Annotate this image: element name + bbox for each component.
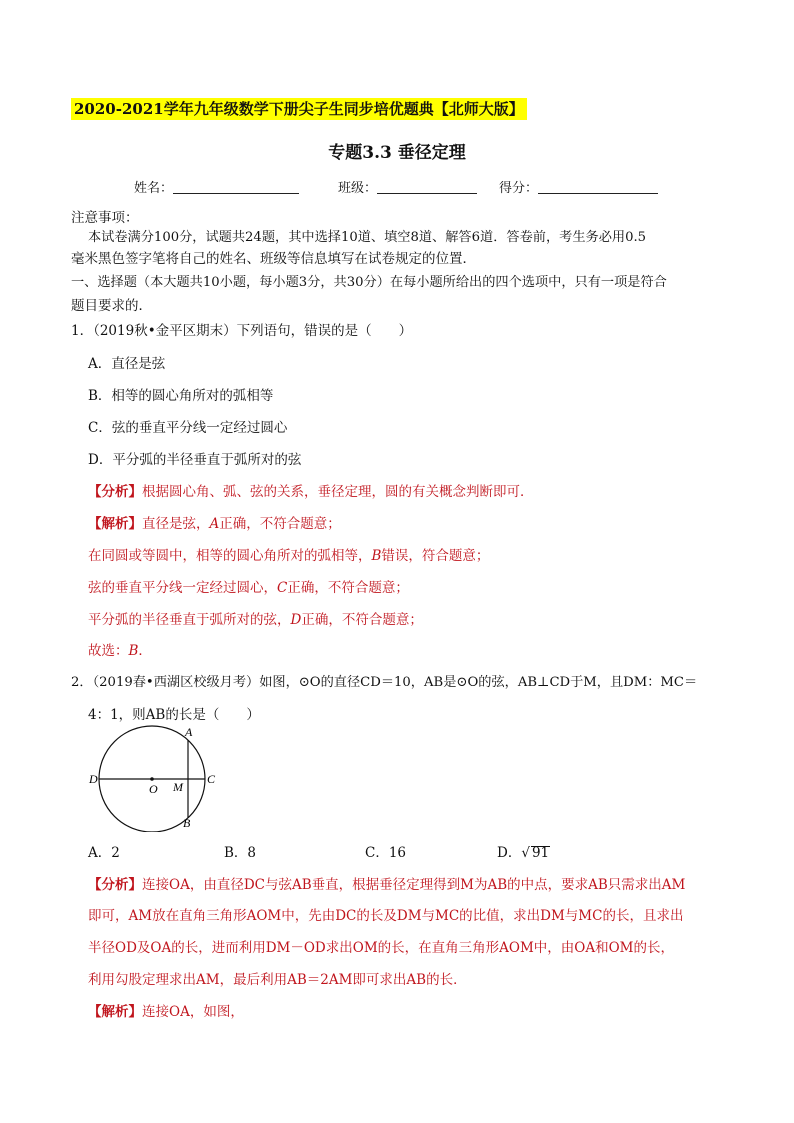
q2-analysis-line-1: 【分析】连接OA，由直径DC与弦AB垂直，根据垂径定理得到M为AB的中点，要求AB只需求出AM xyxy=(88,877,686,893)
notice-heading: 注意事项： xyxy=(71,210,139,226)
q2-stem-line-1: 2．（2019春•西湖区校级月考）如图，⊙O的直径CD＝10，AB是⊙O的弦，AB⊥CD于M，且DM：MC＝ xyxy=(71,675,698,690)
name-label: 姓名： xyxy=(134,181,174,196)
label-o: O xyxy=(149,782,158,796)
q1-analysis-text: 根据圆心角、弧、弦的关系，垂径定理，圆的有关概念判断即可． xyxy=(142,484,534,500)
q1-solution-label: 【解析】 xyxy=(88,516,142,532)
q2-analysis-line-3: 半径OD及OA的长，进而利用DM－OD求出OM的长，在直角三角形AOM中，由OA和OM的长， xyxy=(88,940,674,956)
score-blank[interactable] xyxy=(538,181,658,194)
label-b: B xyxy=(183,816,191,830)
q2-option-a: A．2 xyxy=(88,845,120,861)
q1-analysis xyxy=(88,480,534,500)
label-d: D xyxy=(89,772,98,786)
label-m: M xyxy=(173,780,183,794)
q1-solution-line-4: 平分弧的半径垂直于弧所对的弦，D正确，不符合题意； xyxy=(88,612,423,628)
q2-option-c: C．16 xyxy=(365,845,407,861)
sqrt-sign: √ xyxy=(521,845,530,861)
label-a: A xyxy=(185,725,193,739)
notice-line-1: 本试卷满分100分，试题共24题，其中选择10道、填空8道、解答6道．答卷前，考生务必用0.5 xyxy=(88,230,647,245)
header-banner: 2020-2021学年九年级数学下册尖子生同步培优题典【北师大版】 xyxy=(71,98,527,120)
q2-option-b: B．8 xyxy=(224,845,257,861)
class-field[interactable] xyxy=(338,177,477,196)
center-point xyxy=(150,777,154,781)
q2-solution: 【解析】连接OA，如图， xyxy=(88,1004,244,1020)
class-label: 班级： xyxy=(338,181,378,196)
q2-analysis-label: 【分析】 xyxy=(88,877,142,893)
name-blank[interactable] xyxy=(173,181,299,194)
notice-line-2: 毫米黑色签字笔将自己的姓名、班级等信息填写在试卷规定的位置． xyxy=(71,251,476,267)
score-field[interactable] xyxy=(499,177,658,196)
class-blank[interactable] xyxy=(377,181,477,194)
section-line-2: 题目要求的． xyxy=(71,298,152,314)
q2-solution-label: 【解析】 xyxy=(88,1004,142,1020)
q1-option-a: A．直径是弦 xyxy=(88,356,166,372)
sqrt-radicand: 91 xyxy=(531,845,550,861)
q2-analysis-line-2: 即可，AM放在直角三角形AOM中，先由DC的长及DM与MC的比值，求出DM与MC的长，且求出 xyxy=(88,908,684,924)
q1-option-b: B．相等的圆心角所对的弧相等 xyxy=(88,388,274,404)
circle-diagram xyxy=(86,720,226,832)
q1-answer: 故选：B． xyxy=(88,643,152,659)
q1-option-d: D．平分弧的半径垂直于弧所对的弦 xyxy=(88,452,302,468)
q1-analysis-label: 【分析】 xyxy=(88,484,142,500)
q1-solution-line-1: 【解析】直径是弦，A正确，不符合题意； xyxy=(88,516,341,532)
q1-option-c: C．弦的垂直平分线一定经过圆心 xyxy=(88,420,288,436)
q1-solution-line-3: 弦的垂直平分线一定经过圆心，C正确，不符合题意； xyxy=(88,580,409,596)
q2-option-d: D．√ 91 xyxy=(497,845,550,861)
q2-stem-line-2: 4：1，则AB的长是（ ） xyxy=(88,707,260,723)
q1-solution-line-2: 在同圆或等圆中，相等的圆心角所对的弧相等，B错误，符合题意； xyxy=(88,548,490,564)
q2-analysis-line-4: 利用勾股定理求出AM，最后利用AB＝2AM即可求出AB的长． xyxy=(88,972,467,988)
name-field[interactable] xyxy=(134,177,299,196)
page-title: 专题3.3 垂径定理 xyxy=(328,143,466,163)
label-c: C xyxy=(207,772,216,786)
q1-stem: 1．（2019秋•金平区期末）下列语句，错误的是（ ） xyxy=(71,323,413,339)
section-line-1: 一、选择题（本大题共10小题，每小题3分，共30分）在每小题所给出的四个选项中，只有一项是符合 xyxy=(71,275,667,290)
score-label: 得分： xyxy=(499,181,539,196)
